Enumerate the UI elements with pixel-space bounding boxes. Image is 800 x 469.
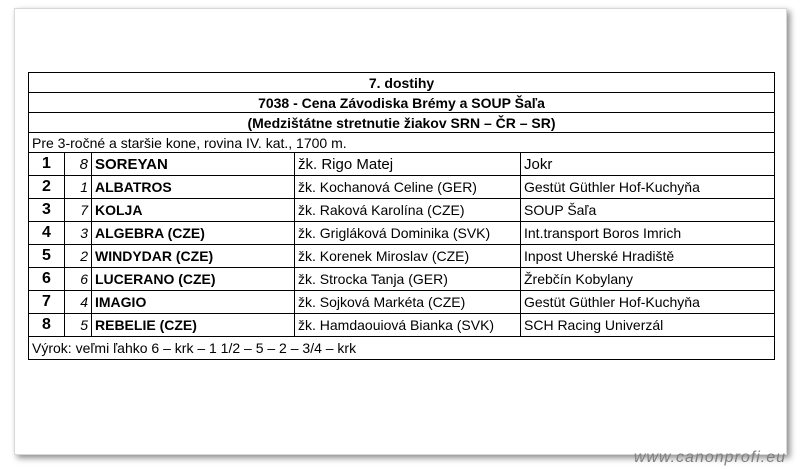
place: 5 [29,245,65,268]
owner: Gestüt Güthler Hof-Kuchyňa [521,176,775,199]
race-verdict: Výrok: veľmi ľahko 6 – krk – 1 1/2 – 5 – 2 – 3/4 – krk [29,337,775,360]
owner: Int.transport Boros Imrich [521,222,775,245]
race-results-table [28,72,775,360]
race-subtitle: (Medzištátne stretnutie žiakov SRN – ČR – SR) [29,113,775,133]
start-number: 8 [65,153,92,176]
rider: žk. Sojková Markéta (CZE) [295,291,521,314]
horse-name: ALBATROS [92,176,295,199]
result-row [29,153,775,176]
horse-name: ALGEBRA (CZE) [92,222,295,245]
result-row [29,245,775,268]
result-row [29,176,775,199]
race-number-title: 7. dostihy [29,73,775,93]
result-row [29,268,775,291]
owner: Inpost Uherské Hradiště [521,245,775,268]
place: 8 [29,314,65,337]
rider: žk. Rigo Matej [295,153,521,176]
start-number: 4 [65,291,92,314]
place: 7 [29,291,65,314]
start-number: 1 [65,176,92,199]
horse-name: REBELIE (CZE) [92,314,295,337]
place: 3 [29,199,65,222]
horse-name: IMAGIO [92,291,295,314]
place: 1 [29,153,65,176]
owner: Gestüt Güthler Hof-Kuchyňa [521,291,775,314]
start-number: 2 [65,245,92,268]
rider: žk. Raková Karolína (CZE) [295,199,521,222]
start-number: 5 [65,314,92,337]
race-name: 7038 - Cena Závodiska Brémy a SOUP Šaľa [29,93,775,113]
start-number: 7 [65,199,92,222]
owner: Jokr [521,153,775,176]
watermark-text: www.canonprofi.eu [633,449,786,466]
horse-name: LUCERANO (CZE) [92,268,295,291]
result-row [29,222,775,245]
owner: SOUP Šaľa [521,199,775,222]
horse-name: KOLJA [92,199,295,222]
rider: žk. Grigláková Dominika (SVK) [295,222,521,245]
result-row [29,291,775,314]
place: 4 [29,222,65,245]
rider: žk. Kochanová Celine (GER) [295,176,521,199]
start-number: 3 [65,222,92,245]
result-row [29,314,775,337]
owner: SCH Racing Univerzál [521,314,775,337]
place: 2 [29,176,65,199]
owner: Žrebčín Kobylany [521,268,775,291]
horse-name: SOREYAN [92,153,295,176]
rider: žk. Strocka Tanja (GER) [295,268,521,291]
horse-name: WINDYDAR (CZE) [92,245,295,268]
result-row [29,199,775,222]
rider: žk. Hamdaouiová Bianka (SVK) [295,314,521,337]
place: 6 [29,268,65,291]
start-number: 6 [65,268,92,291]
rider: žk. Korenek Miroslav (CZE) [295,245,521,268]
race-conditions: Pre 3-ročné a staršie kone, rovina IV. kat., 1700 m. [29,133,775,153]
